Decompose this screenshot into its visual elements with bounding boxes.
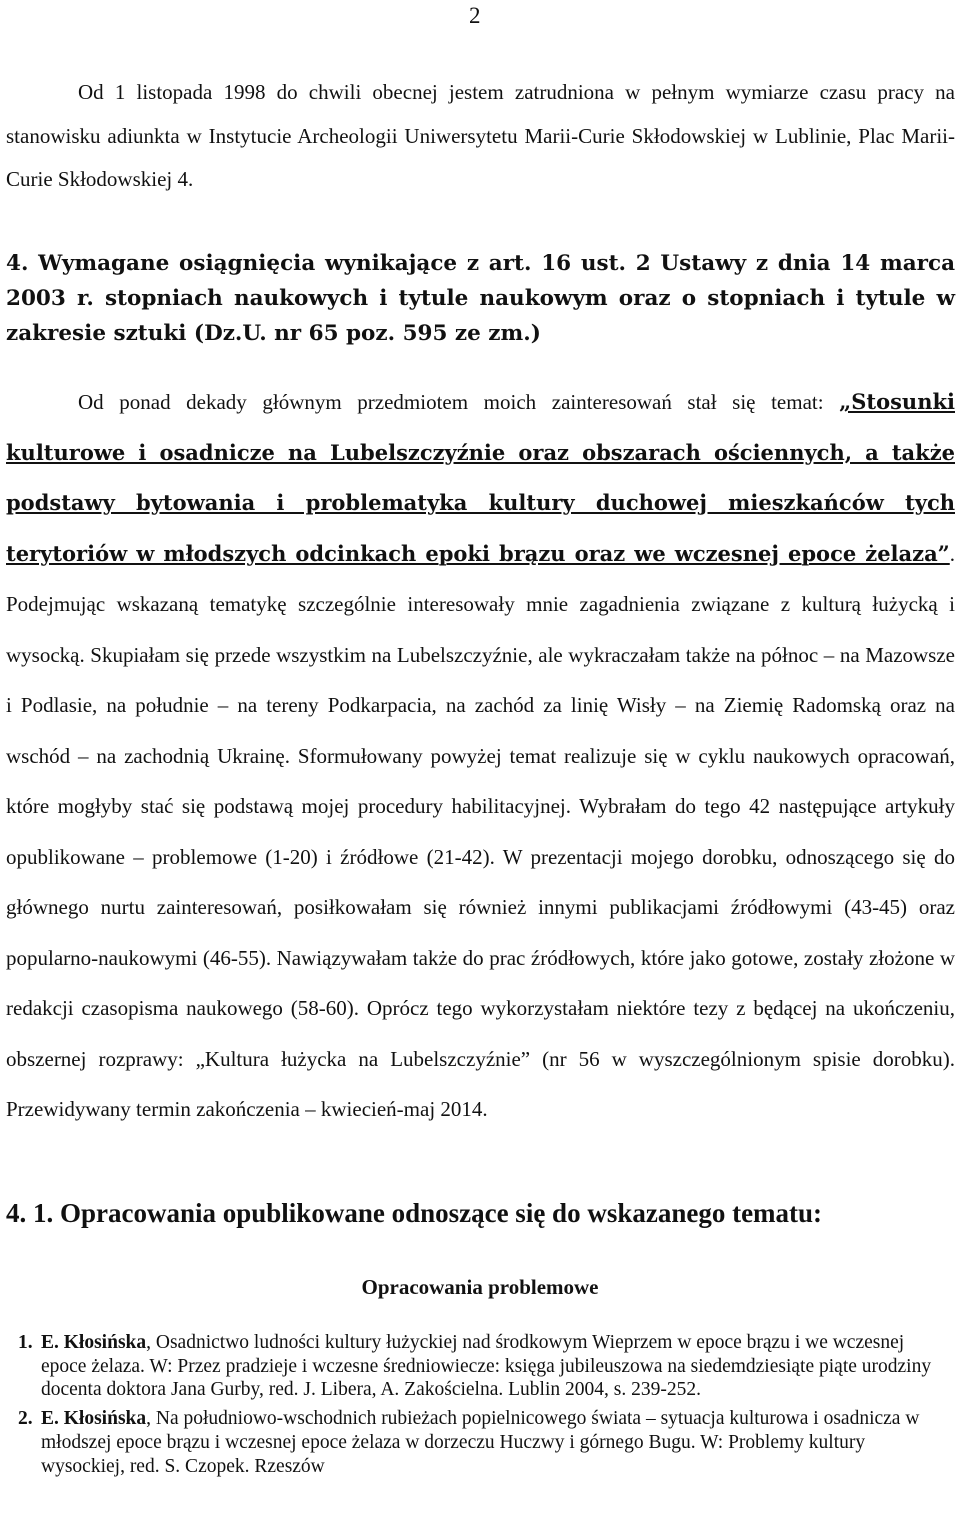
- topic-lead: Od ponad dekady głównym przedmiotem moich zainteresowań stał się temat:: [78, 390, 840, 414]
- intro-paragraph: Od 1 listopada 1998 do chwili obecnej jestem zatrudniona w pełnym wymiarze czasu pracy na stanowisku adiunkta w Instytucie Archeologii Uniwersytetu Marii-Curie Skłodowskiej w Lublinie, Plac Marii-Curie Skłodowskiej 4.: [6, 80, 955, 191]
- research-topic: „Stosunki kulturowe i osadnicze na Lubelszczyźnie oraz obszarach ościennych, a także podstawy bytowania i problematyka kultury duchowej mieszkańców tych terytoriów w młodszych odcinkach epoki brązu oraz we wczesnej epoce żelaza”: [6, 389, 955, 566]
- section-heading: 4. Wymagane osiągnięcia wynikające z art. 16 ust. 2 Ustawy z dnia 14 marca 2003 r. stopniach naukowych i tytule naukowym oraz o stopniach i tytule w zakresie sztuki (Dz.U. nr 65 poz. 595 ze zm.): [6, 251, 955, 346]
- reference-text: , Na południowo-wschodnich rubieżach popielnicowego świata – sytuacja kulturowa i osadnicza w młodszej epoce brązu i wczesnej epoce żelaza w dorzeczu Huczwy i górnego Bugu. W: Problemy kultury wysockiej, red. S. Czopek. Rzeszów: [41, 1408, 920, 1477]
- reference-list: [0, 1331, 960, 1483]
- reference-number: 2.: [18, 1408, 33, 1430]
- reference-item: [0, 1331, 940, 1402]
- category-heading: Opracowania problemowe: [361, 1275, 599, 1299]
- topic-paragraph: [6, 377, 955, 1135]
- topic-body: . Podejmując wskazaną tematykę szczególnie interesowały mnie zagadnienia związane z kulturą łużycką i wysocką. Skupiałam się przede wszystkim na Lubelszczyźnie, ale wykraczałam także na północ – na Mazowsze i Podlasie, na południe – na tereny Podkarpacia, na zachód za linię Wisły – na Ziemię Radomską oraz na wschód – na zachodnią Ukrainę. Sformułowany powyżej temat realizuje się w cyklu naukowych opracowań, które mogłyby stać się podstawą mojej procedury habilitacyjnej. Wybrałam do tego 42 następujące artykuły opublikowane – problemowe (1-20) i źródłowe (21-42). W prezentacji mojego dorobku, odnoszącego się do głównego nurtu zainteresowań, posiłkowałam się również innymi publikacjami źródłowymi (43-45) oraz popularno-naukowymi (46-55). Nawiązywałam także do prac źródłowych, które jako gotowe, zostały złożone w redakcji czasopisma naukowego (58-60). Oprócz tego wykorzystałam niektóre tezy z będącej na ukończeniu, obszernej rozprawy: „Kultura łużycka na Lubelszczyźnie” (nr 56 w wyszczególnionym spisie dorobku). Przewidywany termin zakończenia – kwiecień-maj 2014.: [6, 541, 955, 1121]
- reference-number: 1.: [18, 1332, 33, 1353]
- reference-author: E. Kłosińska: [41, 1332, 147, 1353]
- page-number: 2: [469, 3, 481, 28]
- reference-author: E. Kłosińska: [41, 1408, 147, 1430]
- subsection-heading: 4. 1. Opracowania opublikowane odnoszące się do wskazanego tematu:: [6, 1198, 823, 1228]
- reference-text: , Osadnictwo ludności kultury łużyckiej nad środkowym Wieprzem w epoce brązu i we wczesnej epoce żelaza. W: Przez pradzieje i wczesne średniowiecze: księga jubileuszowa na siedemdziesiąte piąte urodziny docenta doktora Jana Gurby, red. J. Libera, A. Zakościelna. Lublin 2004, s. 239-252.: [41, 1332, 932, 1401]
- reference-item: [0, 1407, 940, 1478]
